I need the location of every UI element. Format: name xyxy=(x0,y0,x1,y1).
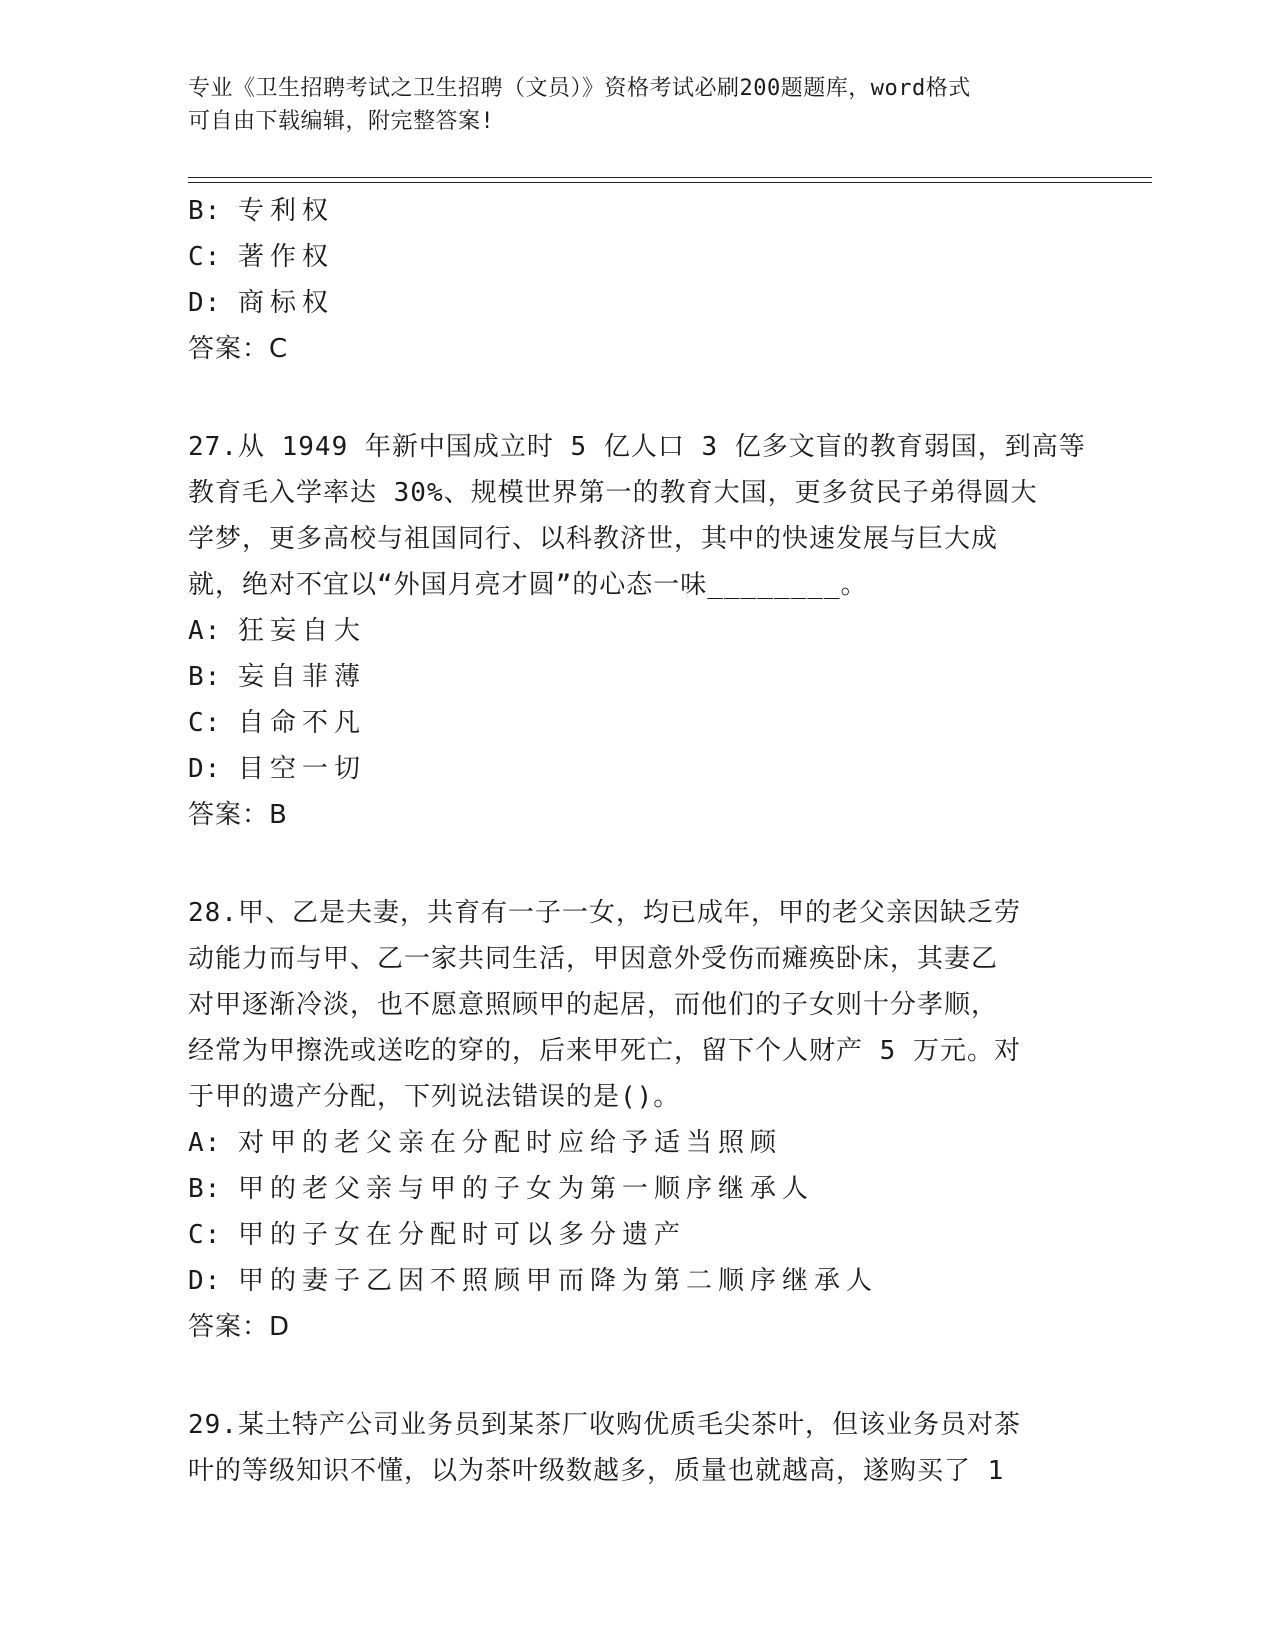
question-28 xyxy=(188,890,1088,1350)
question-text-line: 动能力而与甲、乙一家共同生活，甲因意外受伤而瘫痪卧床，其妻乙 xyxy=(188,944,999,974)
option-c xyxy=(188,700,1088,746)
option-text: 甲的子女在分配时可以多分遗产 xyxy=(237,1220,686,1250)
option-key: A: xyxy=(188,1128,222,1158)
option-d xyxy=(188,280,1088,326)
option-key: D: xyxy=(188,1266,222,1296)
option-text: 对甲的老父亲在分配时应给予适当照顾 xyxy=(237,1128,782,1158)
option-key: D: xyxy=(188,754,222,784)
document-header xyxy=(188,72,1068,138)
option-key: C: xyxy=(188,708,222,738)
option-text: 著作权 xyxy=(237,242,334,272)
question-29 xyxy=(188,1402,1088,1494)
question-text-line: 27.从 1949 年新中国成立时 5 亿人口 3 亿多文盲的教育弱国，到高等 xyxy=(188,432,1086,462)
option-key: B: xyxy=(188,1174,222,1204)
option-c xyxy=(188,1212,1088,1258)
option-c xyxy=(188,234,1088,280)
question-27 xyxy=(188,424,1088,838)
option-text: 目空一切 xyxy=(237,754,366,784)
option-text: 甲的妻子乙因不照顾甲而降为第二顺序继承人 xyxy=(237,1266,878,1296)
question-text-line: 就，绝对不宜以“外国月亮才圆”的心态一味________。 xyxy=(188,570,868,600)
question-26-tail xyxy=(188,188,1088,372)
option-b xyxy=(188,1166,1088,1212)
question-text-line: 经常为甲擦洗或送吃的穿的，后来甲死亡，留下个人财产 5 万元。对 xyxy=(188,1036,1021,1066)
question-text-line: 教育毛入学率达 30%、规模世界第一的教育大国，更多贫民子弟得圆大 xyxy=(188,478,1038,508)
option-key: A: xyxy=(188,616,222,646)
option-text: 甲的老父亲与甲的子女为第一顺序继承人 xyxy=(237,1174,814,1204)
option-a xyxy=(188,1120,1088,1166)
answer-line: 答案：B xyxy=(188,800,288,830)
question-text-line: 叶的等级知识不懂，以为茶叶级数越多，质量也就越高，遂购买了 1 xyxy=(188,1456,1005,1486)
option-text: 狂妄自大 xyxy=(237,616,366,646)
document-body xyxy=(188,188,1088,1494)
option-key: B: xyxy=(188,196,222,226)
header-divider-bottom xyxy=(188,182,1152,183)
option-text: 妄自菲薄 xyxy=(237,662,366,692)
option-text: 专利权 xyxy=(237,196,334,226)
header-line-2: 可自由下载编辑，附完整答案! xyxy=(188,109,495,134)
answer-line: 答案：D xyxy=(188,1312,291,1342)
option-key: C: xyxy=(188,242,222,272)
question-text-line: 29.某土特产公司业务员到某茶厂收购优质毛尖茶叶，但该业务员对茶 xyxy=(188,1410,1021,1440)
option-d xyxy=(188,746,1088,792)
option-a xyxy=(188,608,1088,654)
option-d xyxy=(188,1258,1088,1304)
header-line-1: 专业《卫生招聘考试之卫生招聘（文员）》资格考试必刷200题题库，word格式 xyxy=(188,76,971,101)
question-text-line: 28.甲、乙是夫妻，共育有一子一女，均已成年，甲的老父亲因缺乏劳 xyxy=(188,898,1021,928)
option-key: D: xyxy=(188,288,222,318)
option-b xyxy=(188,188,1088,234)
question-text-line: 学梦，更多高校与祖国同行、以科教济世，其中的快速发展与巨大成 xyxy=(188,524,999,554)
answer-line: 答案：C xyxy=(188,334,289,364)
option-text: 自命不凡 xyxy=(237,708,366,738)
option-text: 商标权 xyxy=(237,288,334,318)
option-key: C: xyxy=(188,1220,222,1250)
option-b xyxy=(188,654,1088,700)
question-text-line: 对甲逐渐冷淡，也不愿意照顾甲的起居，而他们的子女则十分孝顺， xyxy=(188,990,999,1020)
option-key: B: xyxy=(188,662,222,692)
question-text-line: 于甲的遗产分配，下列说法错误的是()。 xyxy=(188,1082,681,1112)
header-divider-top xyxy=(188,177,1152,178)
